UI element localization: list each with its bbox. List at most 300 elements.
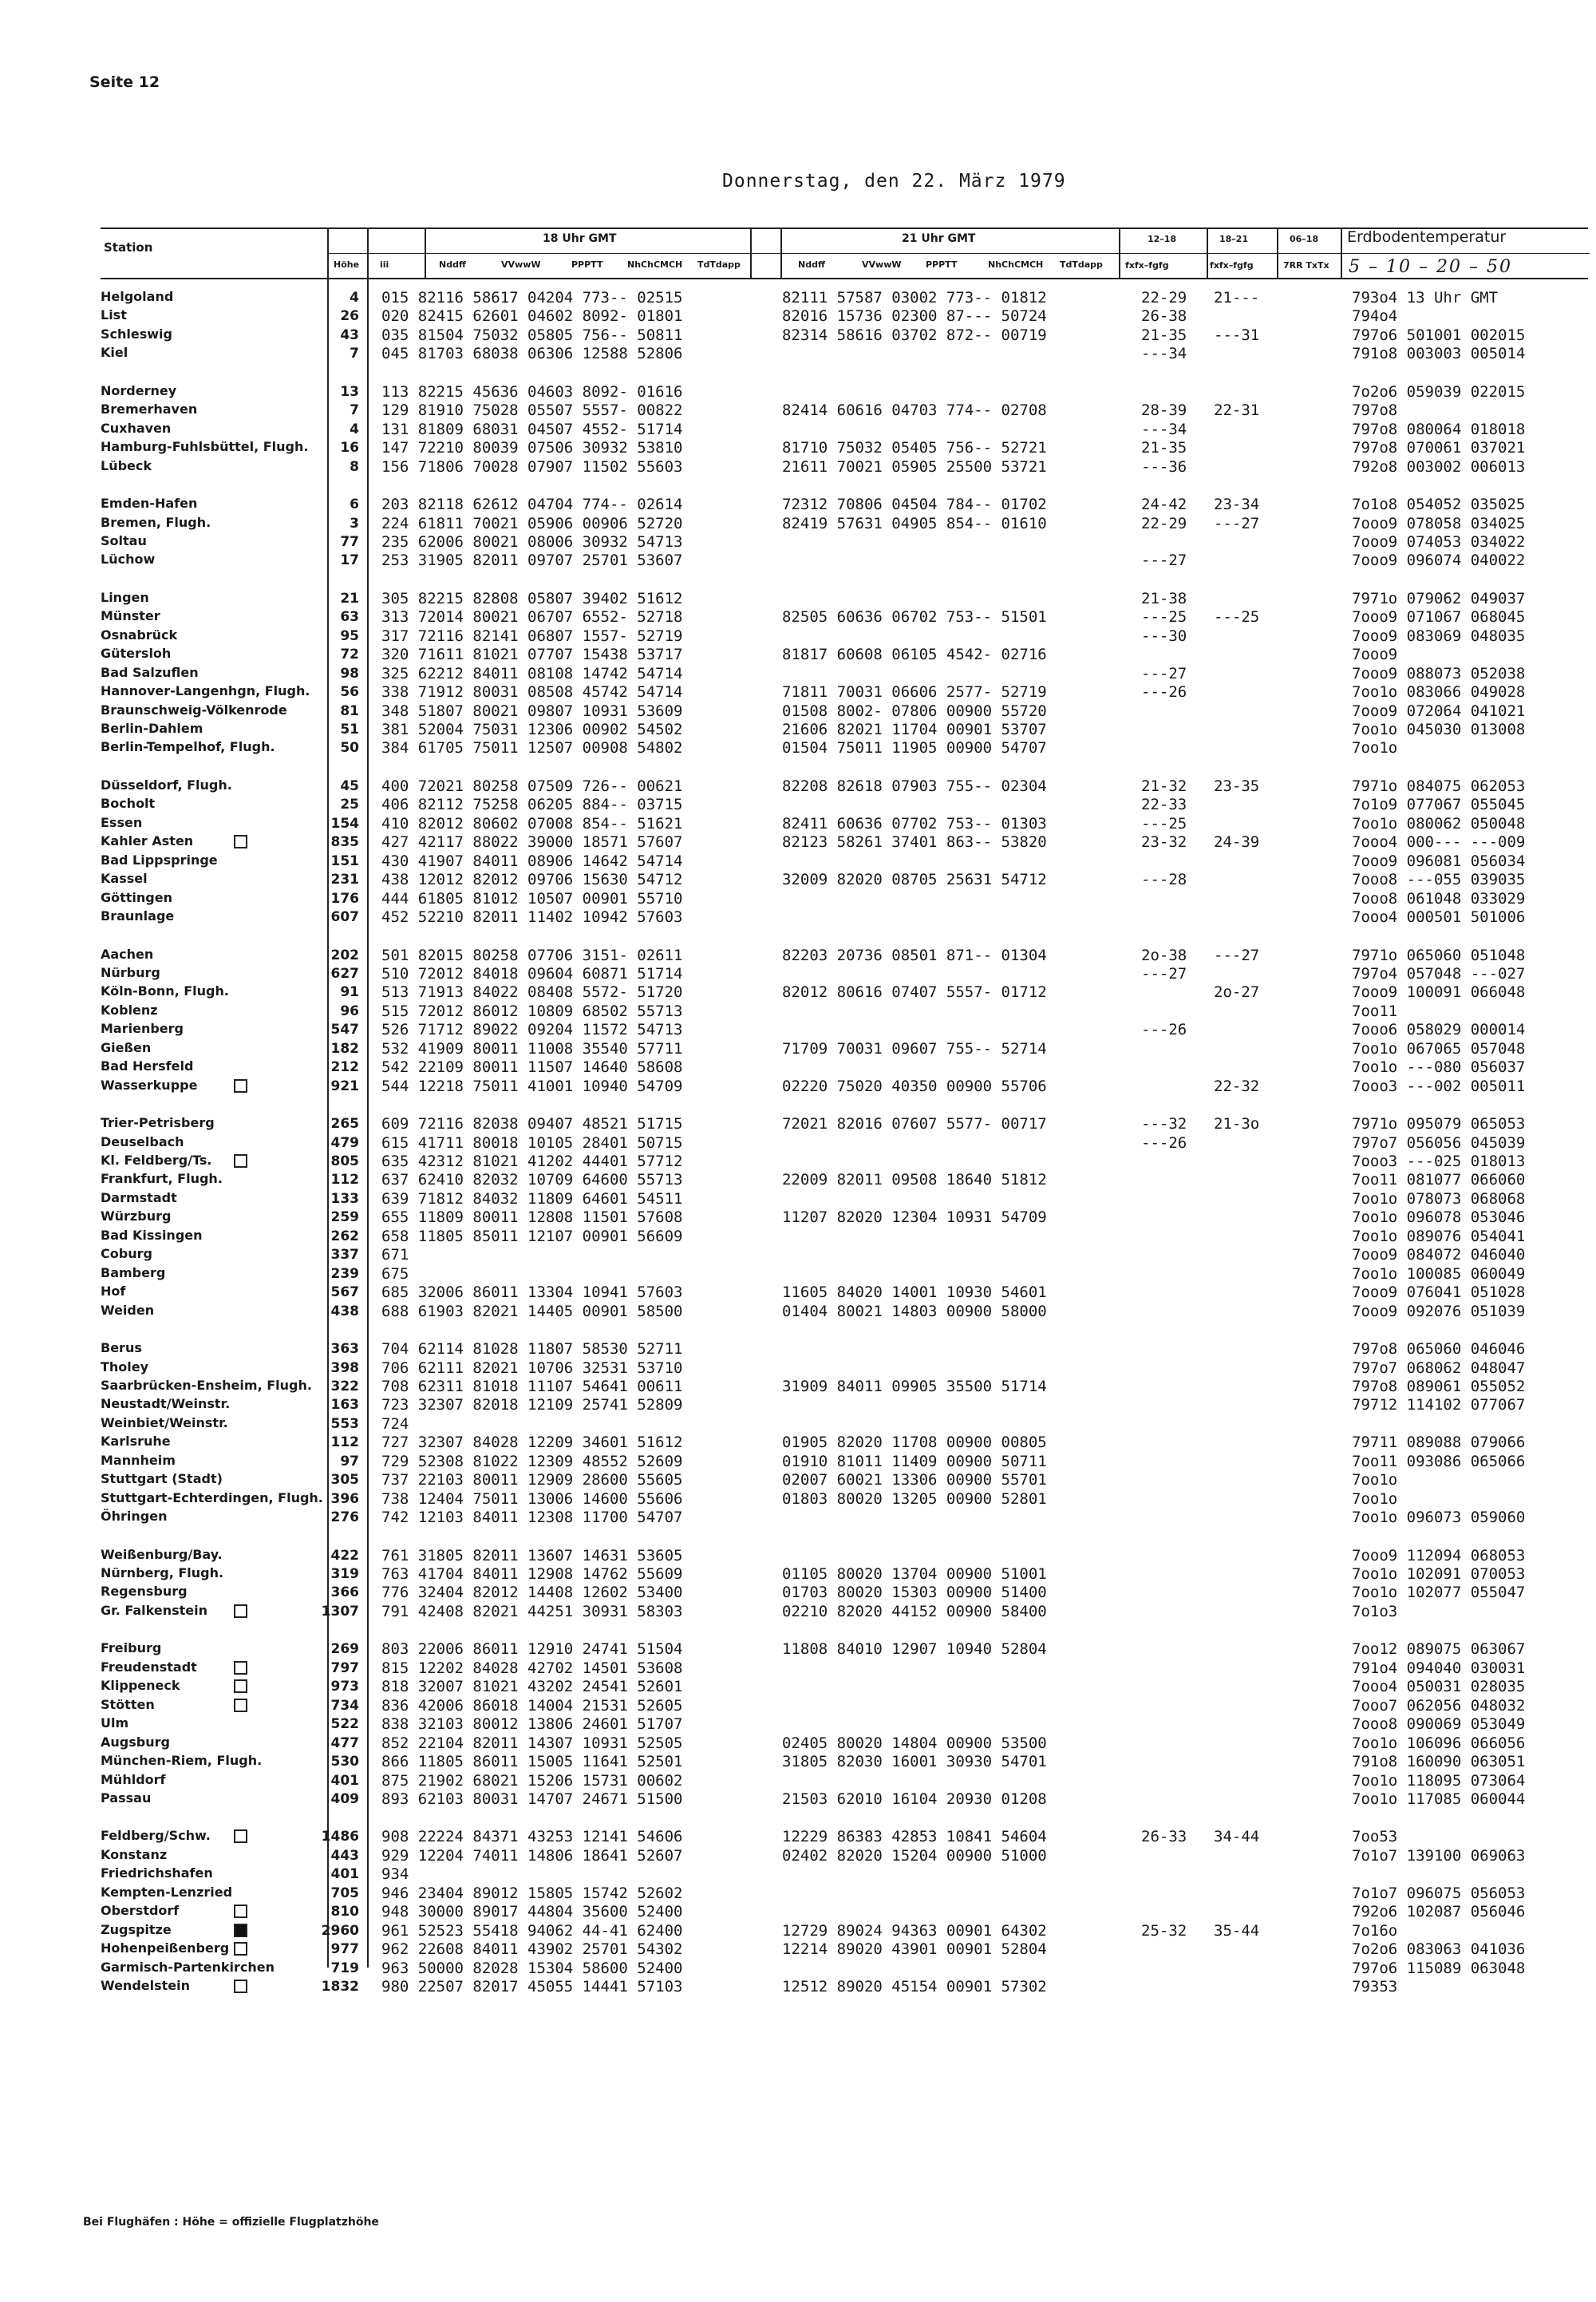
station-height: 91 — [340, 984, 359, 1000]
gust-18-21: 35-44 — [1214, 1922, 1260, 1940]
header-divider — [425, 227, 426, 279]
mountain-station-marker — [234, 1604, 247, 1618]
obs-18utc: 253 31905 82011 09707 25701 53607 — [381, 552, 683, 569]
station-name: Lübeck — [101, 458, 152, 473]
station-height: 1486 — [321, 1829, 359, 1845]
station-name: Berlin-Tempelhof, Flugh. — [101, 739, 275, 754]
station-height: 98 — [340, 666, 359, 682]
gust-12-18: ---25 — [1141, 608, 1187, 626]
station-name: Bremen, Flugh. — [101, 515, 211, 530]
soil-temperature: 797o6 115089 063048 — [1352, 1960, 1526, 1977]
station-height: 259 — [330, 1209, 359, 1225]
station-name: Emden-Hafen — [101, 496, 198, 511]
gust-18-21: 2o-27 — [1214, 983, 1260, 1001]
station-name: Mühldorf — [101, 1772, 166, 1787]
obs-21utc: 82123 58261 37401 863-- 53820 — [782, 833, 1047, 851]
station-height: 17 — [340, 552, 359, 568]
obs-18utc: 738 12404 75011 13006 14600 55606 — [381, 1490, 683, 1508]
gust-12-18: ---27 — [1141, 552, 1187, 569]
station-name: Ulm — [101, 1715, 129, 1730]
table-row — [0, 682, 1596, 701]
station-height: 401 — [330, 1773, 359, 1789]
table-row — [0, 1302, 1596, 1320]
obs-21utc: 01703 80020 15303 00900 51400 — [782, 1584, 1047, 1601]
header-rain-temp: 7RR TxTx — [1283, 260, 1329, 271]
table-row — [0, 1827, 1596, 1845]
soil-temperature: 7oo12 089075 063067 — [1352, 1640, 1526, 1658]
table-row — [0, 1659, 1596, 1677]
table-row — [0, 1114, 1596, 1133]
station-name: Coburg — [101, 1246, 152, 1261]
obs-21utc: 82419 57631 04905 854-- 01610 — [782, 515, 1047, 532]
station-name: Braunlage — [101, 908, 175, 924]
soil-temperature: 79353 — [1352, 1978, 1398, 1995]
soil-temperature: 7971o 084075 062053 — [1352, 777, 1526, 795]
obs-18utc: 836 42006 86018 14004 21531 52605 — [381, 1697, 683, 1715]
station-name: Bad Lippspringe — [101, 852, 218, 868]
obs-18utc: 348 51807 80021 09807 10931 53609 — [381, 702, 683, 720]
header-wwww-18: VVwwW — [501, 259, 541, 270]
obs-18utc: 015 82116 58617 04204 773-- 02515 — [381, 289, 683, 307]
station-name: Freiburg — [101, 1640, 162, 1655]
soil-temperature: 793o4 13 Uhr GMT — [1352, 289, 1499, 307]
station-name: Göttingen — [101, 890, 172, 905]
table-row — [0, 532, 1596, 551]
station-name: Nürnberg, Flugh. — [101, 1565, 224, 1580]
table-row — [0, 627, 1596, 645]
gust-18-21: 21--- — [1214, 289, 1260, 307]
soil-temperature: 7ooo9 071067 068045 — [1352, 608, 1526, 626]
gust-12-18: 22-29 — [1141, 515, 1187, 532]
table-row — [0, 1283, 1596, 1301]
station-name: Friedrichshafen — [101, 1865, 213, 1881]
station-name: Schleswig — [101, 326, 172, 342]
table-row — [0, 1959, 1596, 1977]
station-height: 262 — [330, 1228, 359, 1244]
soil-temperature: 7o16o — [1352, 1922, 1398, 1940]
obs-18utc: 131 81809 68031 04507 4552- 51714 — [381, 421, 683, 438]
obs-18utc: 742 12103 84011 12308 11700 54707 — [381, 1509, 683, 1526]
header-period-06-18: 06–18 — [1290, 234, 1319, 244]
station-height: 50 — [340, 740, 359, 756]
header-divider — [1277, 227, 1278, 279]
station-height: 97 — [340, 1454, 359, 1469]
station-name: Bad Salzuflen — [101, 665, 199, 680]
obs-18utc: 655 11809 80011 12808 11501 57608 — [381, 1208, 683, 1226]
station-name: Hannover-Langenhgn, Flugh. — [101, 683, 310, 698]
station-height: 567 — [330, 1284, 359, 1300]
obs-18utc: 635 42312 81021 41202 44401 57712 — [381, 1153, 683, 1170]
table-row — [0, 1039, 1596, 1058]
station-height: 530 — [330, 1754, 359, 1770]
obs-21utc: 82314 58616 03702 872-- 00719 — [782, 326, 1047, 344]
station-name: Hohenpeißenberg — [101, 1940, 230, 1956]
obs-21utc: 12214 89020 43901 00901 52804 — [782, 1940, 1047, 1958]
soil-temperature: 7o1o7 096075 056053 — [1352, 1885, 1526, 1902]
table-row — [0, 1583, 1596, 1601]
table-row — [0, 307, 1596, 325]
station-name: Bamberg — [101, 1265, 166, 1280]
obs-18utc: 513 71913 84022 08408 5572- 51720 — [381, 983, 683, 1001]
station-name: Kempten-Lenzried — [101, 1885, 233, 1900]
soil-temperature: 791o4 094040 030031 — [1352, 1659, 1526, 1677]
station-height: 133 — [330, 1191, 359, 1207]
obs-21utc: 01910 81011 11409 00900 50711 — [782, 1453, 1047, 1470]
obs-21utc: 71709 70031 09607 755-- 52714 — [782, 1040, 1047, 1058]
obs-18utc: 706 62111 82021 10706 32531 53710 — [381, 1359, 683, 1377]
station-height: 276 — [330, 1509, 359, 1525]
table-row — [0, 908, 1596, 926]
table-row — [0, 420, 1596, 438]
table-row — [0, 495, 1596, 513]
soil-temperature: 7ooo4 050031 028035 — [1352, 1678, 1526, 1695]
table-row — [0, 814, 1596, 833]
station-height: 182 — [330, 1041, 359, 1057]
obs-18utc: 320 71611 81021 07707 15438 53717 — [381, 646, 683, 663]
table-row — [0, 702, 1596, 720]
station-name: Augsburg — [101, 1734, 170, 1750]
soil-temperature: 7o1o8 054052 035025 — [1352, 496, 1526, 513]
table-row — [0, 1433, 1596, 1451]
station-height: 13 — [340, 384, 359, 400]
station-name: Soltau — [101, 533, 147, 548]
gust-12-18: ---36 — [1141, 458, 1187, 476]
soil-temperature: 7oo1o 106096 066056 — [1352, 1734, 1526, 1752]
table-row — [0, 382, 1596, 401]
soil-temperature: 7o1o3 — [1352, 1603, 1398, 1620]
station-height: 81 — [340, 703, 359, 719]
soil-temperature: 797o8 — [1352, 401, 1398, 419]
table-row — [0, 1921, 1596, 1940]
station-name: Bad Kissingen — [101, 1228, 203, 1243]
station-name: Bocholt — [101, 796, 156, 811]
table-row — [0, 889, 1596, 908]
station-name: Karlsruhe — [101, 1434, 171, 1449]
station-name: Bad Hersfeld — [101, 1058, 194, 1074]
station-height: 43 — [340, 327, 359, 343]
header-gust-18-21: fxfx–fgfg — [1210, 260, 1254, 271]
obs-18utc: 671 — [381, 1246, 409, 1264]
obs-18utc: 147 72210 80039 07506 30932 53810 — [381, 439, 683, 457]
station-height: 8 — [350, 459, 359, 475]
station-name: Koblenz — [101, 1003, 158, 1018]
soil-temperature: 7ooo9 088073 052038 — [1352, 665, 1526, 682]
station-height: 363 — [330, 1341, 359, 1357]
station-name: Konstanz — [101, 1847, 168, 1862]
soil-temperature: 791o8 003003 005014 — [1352, 345, 1526, 362]
table-row — [0, 1865, 1596, 1883]
table-row — [0, 514, 1596, 532]
obs-21utc: 12229 86383 42853 10841 54604 — [782, 1828, 1047, 1845]
station-name: Stuttgart (Stadt) — [101, 1471, 223, 1486]
soil-temperature: 7ooo9 083069 048035 — [1352, 627, 1526, 645]
obs-18utc: 961 52523 55418 94062 44-41 62400 — [381, 1922, 683, 1940]
date-line: Donnerstag, den 22. März 1979 — [722, 171, 1066, 192]
obs-18utc: 838 32103 80012 13806 24601 51707 — [381, 1715, 683, 1733]
soil-temperature: 7o2o6 083063 041036 — [1352, 1940, 1526, 1958]
table-row — [0, 720, 1596, 738]
soil-temperature: 7oo1o — [1352, 739, 1398, 757]
obs-18utc: 815 12202 84028 42702 14501 53608 — [381, 1659, 683, 1677]
obs-18utc: 313 72014 80021 06707 6552- 52718 — [381, 608, 683, 626]
soil-temperature: 797o7 056056 045039 — [1352, 1134, 1526, 1152]
table-row — [0, 1189, 1596, 1208]
station-height: 112 — [330, 1434, 359, 1450]
obs-18utc: 637 62410 82032 10709 64600 55713 — [381, 1171, 683, 1189]
obs-18utc: 727 32307 84028 12209 34601 51612 — [381, 1434, 683, 1451]
station-name: Zugspitze — [101, 1922, 172, 1937]
header-period-12-18: 12–18 — [1148, 234, 1177, 244]
station-name: Neustadt/Weinstr. — [101, 1396, 231, 1411]
gust-12-18: ---34 — [1141, 421, 1187, 438]
obs-18utc: 317 72116 82141 06807 1557- 52719 — [381, 627, 683, 645]
soil-temperature: 7oo1o 100085 060049 — [1352, 1265, 1526, 1283]
table-row — [0, 1077, 1596, 1095]
gust-12-18: 24-42 — [1141, 496, 1187, 513]
gust-12-18: ---25 — [1141, 815, 1187, 833]
obs-21utc: 12512 89020 45154 00901 57302 — [782, 1978, 1047, 1995]
station-height: 719 — [330, 1960, 359, 1976]
obs-18utc: 444 61805 81012 10507 00901 55710 — [381, 890, 683, 908]
gust-12-18: 25-32 — [1141, 1922, 1187, 1940]
mountain-station-marker — [234, 1980, 247, 1993]
table-row — [0, 551, 1596, 569]
header-divider — [780, 227, 782, 279]
station-height: 805 — [330, 1153, 359, 1169]
mountain-station-marker — [234, 1904, 247, 1918]
station-name: Lüchow — [101, 552, 156, 567]
gust-18-21: 24-39 — [1214, 833, 1260, 851]
obs-18utc: 737 22103 80011 12909 28600 55605 — [381, 1471, 683, 1489]
soil-temperature: 7oo1o 102077 055047 — [1352, 1584, 1526, 1601]
station-height: 705 — [330, 1885, 359, 1901]
obs-18utc: 963 50000 82028 15304 58600 52400 — [381, 1960, 683, 1977]
station-height: 366 — [330, 1584, 359, 1600]
station-name: Essen — [101, 815, 143, 830]
obs-18utc: 723 32307 82018 12109 25741 52809 — [381, 1396, 683, 1414]
station-height: 6 — [350, 496, 359, 512]
obs-18utc: 724 — [381, 1415, 409, 1433]
obs-18utc: 929 12204 74011 14806 18641 52607 — [381, 1847, 683, 1865]
gust-12-18: 21-35 — [1141, 439, 1187, 457]
soil-temperature: 7oo53 — [1352, 1828, 1398, 1845]
obs-18utc: 729 52308 81022 12309 48552 52609 — [381, 1453, 683, 1470]
station-height: 1307 — [321, 1604, 359, 1620]
gust-18-21: 23-35 — [1214, 777, 1260, 795]
soil-temperature: 7971o 065060 051048 — [1352, 947, 1526, 964]
obs-18utc: 410 82012 80602 07008 854-- 51621 — [381, 815, 683, 833]
obs-18utc: 438 12012 82012 09706 15630 54712 — [381, 871, 683, 888]
station-height: 265 — [330, 1116, 359, 1132]
station-height: 72 — [340, 647, 359, 663]
soil-temperature: 797o8 080064 018018 — [1352, 421, 1526, 438]
station-height: 212 — [330, 1059, 359, 1075]
obs-18utc: 532 41909 80011 11008 35540 57711 — [381, 1040, 683, 1058]
station-name: Cuxhaven — [101, 421, 172, 436]
table-row — [0, 964, 1596, 983]
station-name: Gütersloh — [101, 646, 172, 661]
obs-18utc: 325 62212 84011 08108 14742 54714 — [381, 665, 683, 682]
station-name: Norderney — [101, 383, 177, 398]
soil-temperature: 7971o 079062 049037 — [1352, 590, 1526, 607]
table-row — [0, 1489, 1596, 1508]
table-row — [0, 607, 1596, 626]
table-row — [0, 1359, 1596, 1377]
obs-18utc: 510 72012 84018 09604 60871 51714 — [381, 965, 683, 983]
station-name: Osnabrück — [101, 627, 178, 643]
table-row — [0, 1696, 1596, 1715]
table-row — [0, 1602, 1596, 1620]
station-height: 477 — [330, 1735, 359, 1751]
obs-21utc: 81710 75032 05405 756-- 52721 — [782, 439, 1047, 457]
obs-21utc: 21503 62010 16104 20930 01208 — [782, 1790, 1047, 1808]
soil-temperature: 7ooo9 112094 068053 — [1352, 1547, 1526, 1564]
obs-18utc: 704 62114 81028 11807 58530 52711 — [381, 1340, 683, 1358]
gust-12-18: 21-38 — [1141, 590, 1187, 607]
obs-18utc: 430 41907 84011 08906 14642 54714 — [381, 852, 683, 870]
station-name: List — [101, 307, 127, 322]
station-height: 45 — [340, 778, 359, 794]
soil-temperature: 7oo1o 045030 013008 — [1352, 721, 1526, 738]
table-row — [0, 1245, 1596, 1264]
soil-temperature: 7oo1o 118095 073064 — [1352, 1772, 1526, 1790]
header-tdapp-21: TdTdapp — [1060, 259, 1103, 270]
table-row — [0, 1002, 1596, 1020]
station-name: Weißenburg/Bay. — [101, 1547, 223, 1562]
gust-12-18: 22-29 — [1141, 289, 1187, 307]
station-height: 21 — [340, 591, 359, 607]
obs-18utc: 639 71812 84032 11809 64601 54511 — [381, 1190, 683, 1208]
obs-18utc: 852 22104 82011 14307 10931 52505 — [381, 1734, 683, 1752]
gust-18-21: 22-32 — [1214, 1078, 1260, 1095]
table-row — [0, 833, 1596, 851]
obs-21utc: 21611 70021 05905 25500 53721 — [782, 458, 1047, 476]
station-name: Tholey — [101, 1359, 149, 1374]
table-row — [0, 1734, 1596, 1752]
obs-21utc: 02007 60021 13306 00900 55701 — [782, 1471, 1047, 1489]
soil-temperature: 7o2o6 059039 022015 — [1352, 383, 1526, 401]
soil-temperature: 7ooo9 092076 051039 — [1352, 1303, 1526, 1320]
soil-temperature: 7ooo8 ---055 039035 — [1352, 871, 1526, 888]
gust-12-18: 21-35 — [1141, 326, 1187, 344]
gust-12-18: ---27 — [1141, 665, 1187, 682]
table-row — [0, 1846, 1596, 1865]
station-height: 797 — [330, 1660, 359, 1676]
station-height: 438 — [330, 1303, 359, 1319]
station-height: 835 — [330, 834, 359, 850]
station-height: 3 — [350, 516, 359, 532]
mountain-station-marker — [234, 1079, 247, 1093]
soil-temperature: 7ooo7 062056 048032 — [1352, 1697, 1526, 1715]
obs-21utc: 71811 70031 06606 2577- 52719 — [782, 683, 1047, 701]
table-row — [0, 1564, 1596, 1583]
gust-18-21: 34-44 — [1214, 1828, 1260, 1845]
obs-18utc: 688 61903 82021 14405 00901 58500 — [381, 1303, 683, 1320]
table-row — [0, 1452, 1596, 1470]
soil-temperature: 7oo1o ---080 056037 — [1352, 1058, 1526, 1076]
station-name: Münster — [101, 608, 160, 623]
station-name: Gießen — [101, 1040, 152, 1055]
obs-18utc: 542 22109 80011 11507 14640 58608 — [381, 1058, 683, 1076]
station-height: 522 — [330, 1716, 359, 1732]
station-name: Braunschweig-Völkenrode — [101, 702, 287, 718]
soil-temperature: 7ooo9 076041 051028 — [1352, 1284, 1526, 1301]
station-name: Wendelstein — [101, 1978, 191, 1993]
station-name: Gr. Falkenstein — [101, 1603, 208, 1618]
obs-21utc: 82203 20736 08501 871-- 01304 — [782, 947, 1047, 964]
soil-temperature: 7ooo8 090069 053049 — [1352, 1715, 1526, 1733]
header-station: Station — [104, 240, 153, 255]
table-row — [0, 645, 1596, 663]
header-divider — [1207, 227, 1208, 279]
gust-12-18: 21-32 — [1141, 777, 1187, 795]
station-name: Mannheim — [101, 1453, 176, 1468]
table-row — [0, 1508, 1596, 1526]
table-row — [0, 1227, 1596, 1245]
table-row — [0, 664, 1596, 682]
station-name: Öhringen — [101, 1509, 168, 1524]
soil-temperature: 794o4 — [1352, 307, 1398, 325]
station-height: 2960 — [321, 1923, 359, 1939]
gust-12-18: 26-33 — [1141, 1828, 1187, 1845]
mountain-station-marker — [234, 1154, 247, 1168]
obs-21utc: 22009 82011 09508 18640 51812 — [782, 1171, 1047, 1189]
table-row — [0, 1170, 1596, 1189]
table-row — [0, 777, 1596, 795]
station-height: 479 — [330, 1135, 359, 1151]
station-name: Oberstdorf — [101, 1903, 180, 1918]
station-name: Stuttgart-Echterdingen, Flugh. — [101, 1490, 323, 1505]
table-row — [0, 795, 1596, 813]
header-wwww-21: VVwwW — [862, 259, 902, 270]
station-height: 63 — [340, 609, 359, 625]
gust-18-21: 23-34 — [1214, 496, 1260, 513]
header-pppp-18: PPPTT — [571, 259, 603, 270]
mountain-station-marker — [234, 1829, 247, 1843]
station-name: Aachen — [101, 947, 154, 962]
obs-21utc: 31805 82030 16001 30930 54701 — [782, 1753, 1047, 1770]
table-row — [0, 344, 1596, 362]
obs-21utc: 02405 80020 14804 00900 53500 — [782, 1734, 1047, 1752]
gust-12-18: 2o-38 — [1141, 947, 1187, 964]
soil-temperature: 7ooo9 084072 046040 — [1352, 1246, 1526, 1264]
station-name: Weinbiet/Weinstr. — [101, 1415, 228, 1430]
obs-18utc: 400 72021 80258 07509 726-- 00621 — [381, 777, 683, 795]
obs-18utc: 406 82112 75258 06205 884-- 03715 — [381, 796, 683, 813]
soil-temperature: 7o1o7 139100 069063 — [1352, 1847, 1526, 1865]
obs-18utc: 893 62103 80031 14707 24671 51500 — [381, 1790, 683, 1808]
station-height: 77 — [340, 534, 359, 550]
obs-18utc: 501 82015 80258 07706 3151- 02611 — [381, 947, 683, 964]
station-name: Freudenstadt — [101, 1659, 197, 1675]
soil-temperature: 7ooo9 096074 040022 — [1352, 552, 1526, 569]
obs-18utc: 129 81910 75028 05507 5557- 00822 — [381, 401, 683, 419]
station-height: 51 — [340, 722, 359, 738]
header-nddff-21: Nddff — [798, 259, 825, 270]
header-divider — [1119, 227, 1120, 279]
obs-18utc: 035 81504 75032 05805 756-- 50811 — [381, 326, 683, 344]
soil-temperature: 7ooo3 ---002 005011 — [1352, 1078, 1526, 1095]
obs-18utc: 946 23404 89012 15805 15742 52602 — [381, 1885, 683, 1902]
table-row — [0, 1414, 1596, 1433]
station-name: Stötten — [101, 1697, 155, 1712]
soil-temperature: 7oo1o 067065 057048 — [1352, 1040, 1526, 1058]
obs-18utc: 658 11805 85011 12107 00901 56609 — [381, 1228, 683, 1245]
soil-temperature: 7ooo9 100091 066048 — [1352, 983, 1526, 1001]
gust-18-21: 21-3o — [1214, 1115, 1260, 1133]
mountain-station-marker — [234, 1699, 247, 1712]
obs-21utc: 21606 82021 11704 00901 53707 — [782, 721, 1047, 738]
